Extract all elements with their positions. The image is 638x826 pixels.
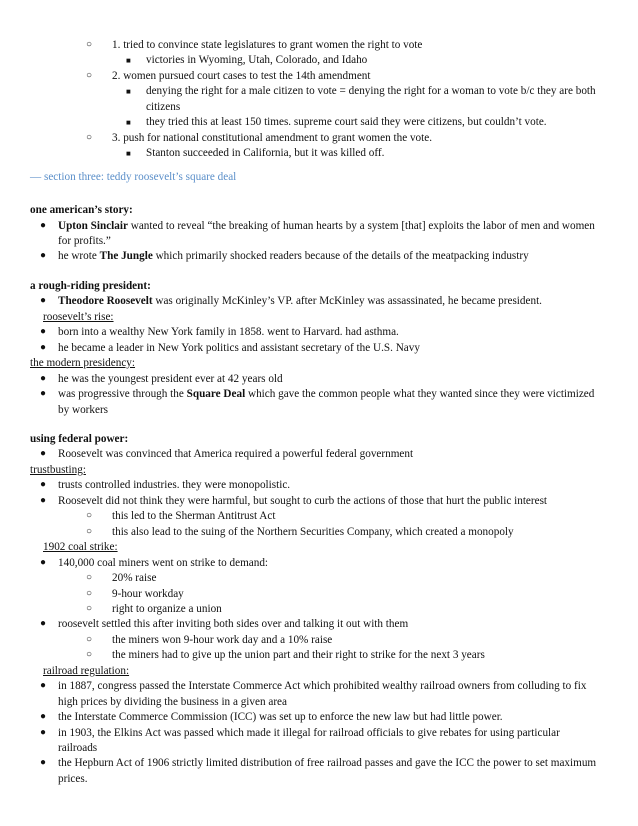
- circle-bullet-icon: ○: [86, 587, 93, 599]
- circle-bullet-icon: ○: [86, 131, 93, 143]
- list-item: ○ 9-hour workday: [86, 587, 184, 600]
- list-item: ● he wrote The Jungle which primarily shocked readers because of the details of the meatpacking industry: [40, 250, 529, 263]
- disc-bullet-icon: ●: [40, 556, 47, 568]
- list-item: ○ this led to the Sherman Antitrust Act: [86, 510, 276, 523]
- subheading-modern-presidency: the modern presidency:: [30, 357, 136, 370]
- list-item: ● Theodore Roosevelt was originally McKinley’s VP. after McKinley was assassinated, he became president.: [40, 295, 542, 308]
- list-item: ● the Interstate Commerce Commission (ICC) was set up to enforce the new law but had little power.: [40, 711, 503, 724]
- list-item: ● was progressive through the Square Deal which gave the common people what they wanted since they were victimized by workers: [40, 388, 595, 416]
- spacer: [0, 265, 638, 279]
- disc-bullet-icon: ●: [40, 250, 47, 262]
- heading-federal-power: using federal power:: [30, 432, 129, 445]
- list-item: ■ they tried this at least 150 times. supreme court said they were citizens, but couldn’t vote.: [126, 116, 547, 129]
- disc-bullet-icon: ●: [40, 726, 47, 738]
- disc-bullet-icon: ●: [40, 618, 47, 630]
- list-item: ○ 20% raise: [86, 572, 157, 585]
- list-item: ○ this also lead to the suing of the Northern Securities Company, which created a monopoly: [86, 525, 514, 538]
- list-item: ● Roosevelt did not think they were harmful, but sought to curb the actions of those that hurt the public interest: [40, 494, 548, 507]
- subheading-trustbusting: trustbusting:: [30, 463, 86, 476]
- spacer: [0, 418, 638, 432]
- list-item: ○ the miners won 9-hour work day and a 10% raise: [86, 633, 333, 646]
- circle-bullet-icon: ○: [86, 572, 93, 584]
- list-item: ○ 2. women pursued court cases to test the 14th amendment: [86, 69, 371, 82]
- document-page: [0, 38, 638, 787]
- disc-bullet-icon: ●: [40, 372, 47, 384]
- list-item: ● Upton Sinclair wanted to reveal “the breaking of human hearts by a system [that] exploits the labor of men and women for profits.”: [40, 219, 595, 247]
- disc-bullet-icon: ●: [40, 448, 47, 460]
- disc-bullet-icon: ●: [40, 711, 47, 723]
- disc-bullet-icon: ●: [40, 295, 47, 307]
- circle-bullet-icon: ○: [86, 510, 93, 522]
- circle-bullet-icon: ○: [86, 633, 93, 645]
- list-item: ● trusts controlled industries. they were monopolistic.: [40, 479, 291, 492]
- suffrage-list: [0, 38, 638, 162]
- list-item: ● in 1887, congress passed the Interstate Commerce Act which prohibited wealthy railroad owners from colluding to fix high prices by dividing the business in a given area: [40, 680, 587, 708]
- list-item: ● he was the youngest president ever at 42 years old: [40, 372, 283, 385]
- disc-bullet-icon: ●: [40, 494, 47, 506]
- list-item: ○ 3. push for national constitutional amendment to grant women the vote.: [86, 131, 433, 144]
- list-item: ● Roosevelt was convinced that America required a powerful federal government: [40, 448, 414, 461]
- list-item: ○ 1. tried to convince state legislatures to grant women the right to vote: [86, 39, 423, 51]
- list-item: ● 140,000 coal miners went on strike to demand:: [40, 556, 269, 569]
- circle-bullet-icon: ○: [86, 69, 93, 81]
- list-item: ○ the miners had to give up the union part and their right to strike for the next 3 years: [86, 649, 485, 662]
- list-item: ● in 1903, the Elkins Act was passed which made it illegal for railroad officials to give rebates for using particular railroads: [40, 726, 560, 755]
- list-item: ■ denying the right for a male citizen to vote = denying the right for a woman to vote b/c they are both citizens: [126, 85, 596, 113]
- disc-bullet-icon: ●: [40, 680, 47, 692]
- list-item: ● the Hepburn Act of 1906 strictly limited distribution of free railroad passes and gave the ICC the power to set maximum prices.: [40, 757, 597, 785]
- subheading-roosevelt-rise: roosevelt’s rise:: [43, 310, 114, 323]
- disc-bullet-icon: ●: [40, 757, 47, 769]
- disc-bullet-icon: ●: [40, 479, 47, 491]
- subheading-railroad-regulation: railroad regulation:: [43, 664, 130, 677]
- subheading-coal-strike: 1902 coal strike:: [43, 541, 118, 554]
- square-bullet-icon: ■: [126, 149, 131, 159]
- square-bullet-icon: ■: [126, 87, 131, 97]
- list-item: ■ victories in Wyoming, Utah, Colorado, and Idaho: [126, 54, 368, 67]
- disc-bullet-icon: ●: [40, 219, 47, 231]
- circle-bullet-icon: ○: [86, 649, 93, 661]
- circle-bullet-icon: ○: [86, 525, 93, 537]
- list-item: ○ right to organize a union: [86, 602, 222, 615]
- section-title: — section three: teddy roosevelt’s square deal: [30, 170, 237, 183]
- list-item: ■ Stanton succeeded in California, but it was killed off.: [126, 147, 385, 160]
- list-item: ● born into a wealthy New York family in 1858. went to Harvard. had asthma.: [40, 326, 399, 339]
- disc-bullet-icon: ●: [40, 326, 47, 338]
- disc-bullet-icon: ●: [40, 388, 47, 400]
- list-item: ● roosevelt settled this after inviting both sides over and talking it out with them: [40, 618, 409, 631]
- heading-american-story: one american’s story:: [30, 204, 133, 217]
- circle-bullet-icon: ○: [86, 602, 93, 614]
- list-item: ● he became a leader in New York politics and assistant secretary of the U.S. Navy: [40, 341, 420, 354]
- square-bullet-icon: ■: [126, 56, 131, 66]
- heading-rough-riding: a rough-riding president:: [30, 279, 151, 292]
- disc-bullet-icon: ●: [40, 341, 47, 353]
- square-bullet-icon: ■: [126, 118, 131, 128]
- circle-bullet-icon: ○: [86, 39, 93, 50]
